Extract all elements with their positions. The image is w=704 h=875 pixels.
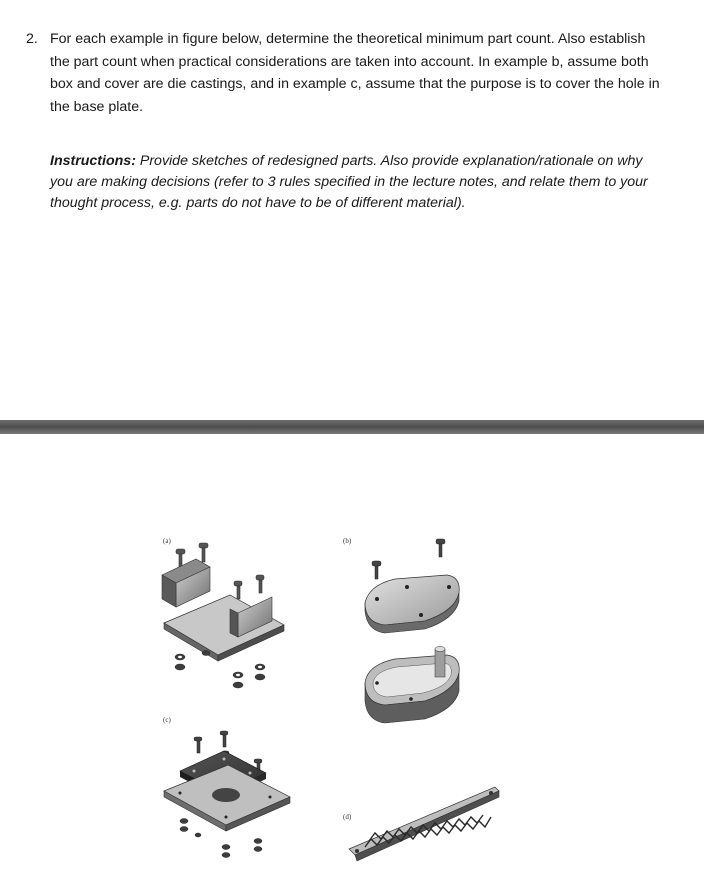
figure-label-d: (d) bbox=[343, 813, 352, 821]
question-text: For each example in figure below, determine the theoretical minimum part count. Also establish the part count when practical considerations are taken into account. In example b, assume both box and cover are die castings, and in example c, assume that the purpose is to cover the hole in the base plate. bbox=[50, 31, 660, 115]
instructions-label: Instructions: bbox=[50, 153, 136, 169]
question-number: 2. bbox=[26, 31, 38, 47]
figure-c-cover-plate-assembly bbox=[150, 725, 300, 875]
figure-d-strip-assembly bbox=[345, 775, 505, 865]
figure-b-box-and-cover bbox=[355, 535, 470, 730]
figure-label-a: (a) bbox=[163, 537, 171, 545]
figure-label-c: (c) bbox=[163, 716, 171, 724]
figure-label-b: (b) bbox=[343, 537, 352, 545]
instructions-text: Provide sketches of redesigned parts. Also provide explanation/rationale on why you are making decisions (refer to 3 rules specified in the lecture notes, and relate them to your thought process, e.g. parts do not have to be of different material). bbox=[50, 153, 648, 211]
instructions-paragraph bbox=[50, 151, 660, 213]
section-divider bbox=[0, 420, 704, 434]
figure-a-bracket-assembly bbox=[150, 535, 300, 710]
